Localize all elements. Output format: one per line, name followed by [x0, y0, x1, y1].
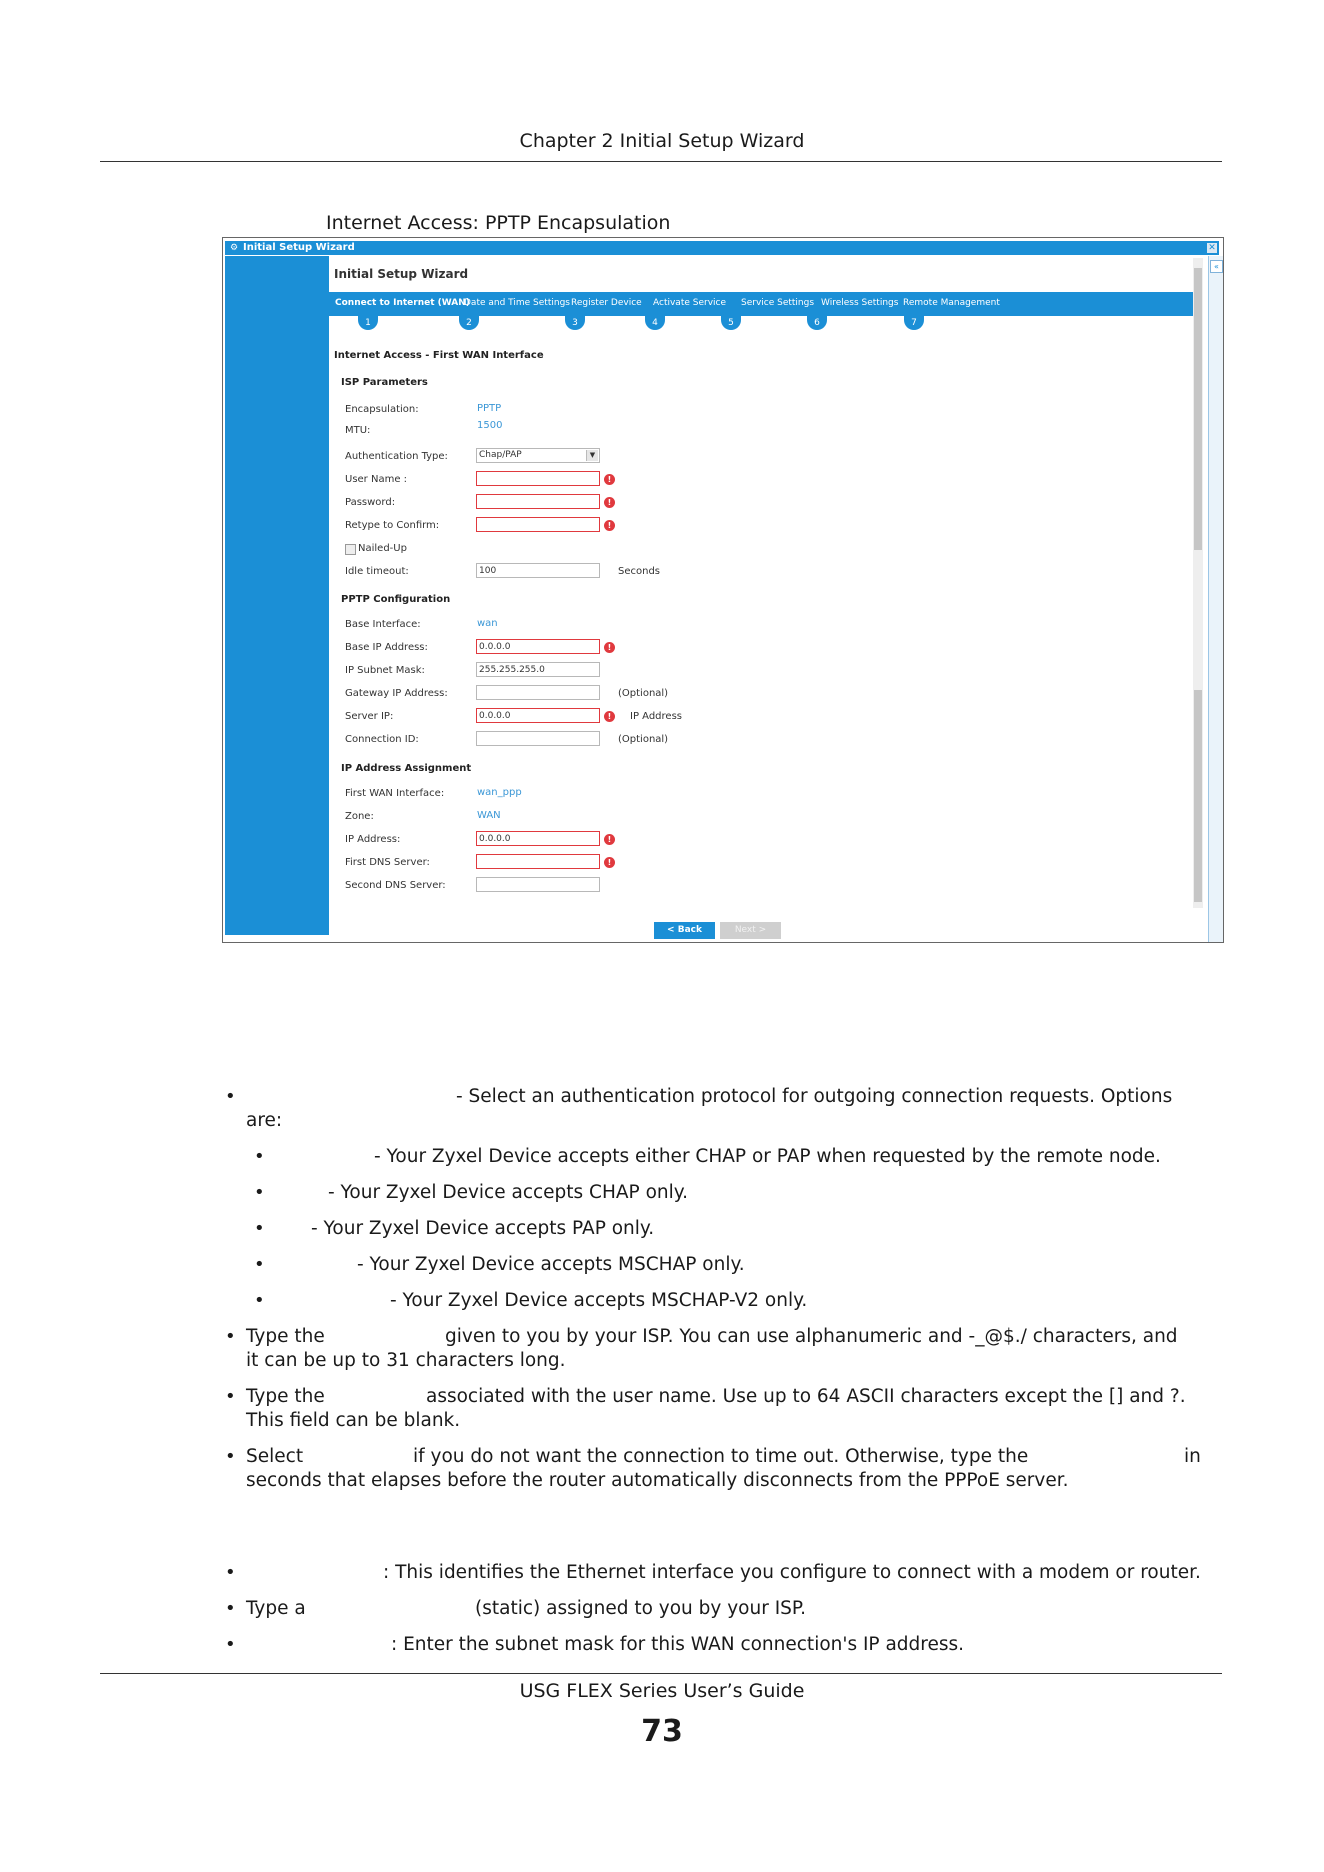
figure-caption: Internet Access: PPTP Encapsulation [326, 212, 671, 234]
option-mschap-desc: - Your Zyxel Device accepts MSCHAP only. [357, 1254, 745, 1275]
ip-address-input[interactable]: 0.0.0.0 [476, 831, 600, 846]
encapsulation-label: Encapsulation: [345, 404, 419, 415]
retype-input[interactable] [476, 517, 600, 532]
isp-parameters-title: ISP Parameters [341, 377, 428, 388]
ip-assignment-title: IP Address Assignment [341, 763, 472, 774]
step-5-number: 5 [721, 316, 741, 330]
step-4-label[interactable]: Activate Service [653, 298, 727, 308]
option-pap-desc: - Your Zyxel Device accepts PAP only. [311, 1218, 655, 1239]
chapter-header: Chapter 2 Initial Setup Wizard [519, 130, 805, 152]
left-sidebar [225, 256, 329, 935]
base-ip-input[interactable]: 0.0.0.0 [476, 639, 600, 654]
chevron-down-icon: ▼ [586, 450, 598, 461]
second-dns-label: Second DNS Server: [345, 880, 446, 891]
user-name-input[interactable] [476, 471, 600, 486]
server-ip-label: Server IP: [345, 711, 394, 722]
bullet: • [225, 1386, 236, 1407]
step-1-label[interactable]: Connect to Internet (WAN) [335, 298, 470, 308]
nailed-up-desc-a: Select [246, 1446, 304, 1467]
subnet-mask-desc: : Enter the subnet mask for this WAN connection's IP address. [391, 1634, 965, 1655]
base-interface-desc: : This identifies the Ethernet interface you configure to connect with a modem or router. [383, 1562, 1201, 1583]
mtu-label: MTU: [345, 425, 371, 436]
gateway-ip-label: Gateway IP Address: [345, 688, 448, 699]
auth-type-label: Authentication Type: [345, 451, 448, 462]
connection-id-input[interactable] [476, 731, 600, 746]
zone-value: WAN [477, 810, 501, 821]
back-button[interactable]: < Back [654, 922, 715, 939]
user-name-desc-a: Type the [246, 1326, 325, 1347]
user-name-label: User Name : [345, 474, 408, 485]
server-ip-input[interactable]: 0.0.0.0 [476, 708, 600, 723]
collapse-icon[interactable]: « [1210, 260, 1223, 273]
nailed-up-desc-b: if you do not want the connection to time out. Otherwise, type the [413, 1446, 1029, 1467]
auth-type-desc-cont: are: [246, 1110, 283, 1131]
nailed-up-desc-c: in [1184, 1446, 1201, 1467]
option-chap-pap-desc: - Your Zyxel Device accepts either CHAP or PAP when requested by the remote node. [374, 1146, 1161, 1167]
nailed-up-label: Nailed-Up [358, 543, 407, 554]
user-name-desc-b: given to you by your ISP. You can use alphanumeric and -_@$./ characters, and [445, 1326, 1178, 1347]
user-name-desc-c: it can be up to 31 characters long. [246, 1350, 566, 1371]
auth-type-select[interactable] [476, 448, 600, 463]
password-desc-a: Type the [246, 1386, 325, 1407]
connection-id-note: (Optional) [618, 734, 669, 745]
step-2-number: 2 [459, 316, 479, 330]
next-button[interactable]: Next > [720, 922, 781, 939]
nailed-up-checkbox[interactable] [345, 544, 356, 555]
first-dns-label: First DNS Server: [345, 857, 430, 868]
first-dns-input[interactable] [476, 854, 600, 869]
gateway-optional-note: (Optional) [618, 688, 669, 699]
step-bar [329, 292, 1193, 316]
step-4-number: 4 [645, 316, 665, 330]
password-desc-c: This field can be blank. [246, 1410, 461, 1431]
subnet-mask-label: IP Subnet Mask: [345, 665, 425, 676]
sub-bullet: • [254, 1254, 265, 1275]
base-interface-label: Base Interface: [345, 619, 421, 630]
auth-type-value: Chap/PAP [479, 450, 522, 460]
password-input[interactable] [476, 494, 600, 509]
required-icon: ! [604, 711, 615, 722]
option-chap-desc: - Your Zyxel Device accepts CHAP only. [328, 1182, 688, 1203]
bullet: • [225, 1634, 236, 1655]
sub-bullet: • [254, 1182, 265, 1203]
ip-address-label: IP Address: [345, 834, 401, 845]
footer-guide-title: USG FLEX Series User’s Guide [519, 1680, 805, 1702]
step-5-label[interactable]: Service Settings [741, 298, 815, 308]
zone-label: Zone: [345, 811, 374, 822]
option-mschap-v2-desc: - Your Zyxel Device accepts MSCHAP-V2 only. [390, 1290, 808, 1311]
required-icon: ! [604, 474, 615, 485]
bullet: • [225, 1598, 236, 1619]
wizard-icon: ⚙ [230, 243, 239, 253]
pptp-config-title: PPTP Configuration [341, 594, 451, 605]
bullet: • [225, 1326, 236, 1347]
first-wan-label: First WAN Interface: [345, 788, 445, 799]
step-1-number: 1 [358, 316, 378, 330]
bullet: • [225, 1446, 236, 1467]
required-icon: ! [604, 834, 615, 845]
section-title: Internet Access - First WAN Interface [334, 350, 544, 361]
footer-rule [100, 1673, 1222, 1674]
bullet: • [225, 1562, 236, 1583]
step-7-number: 7 [904, 316, 924, 330]
base-ip-label: Base IP Address: [345, 642, 428, 653]
right-panel-strip [1208, 256, 1223, 942]
sub-bullet: • [254, 1290, 265, 1311]
base-interface-value: wan [477, 618, 498, 629]
gateway-ip-input[interactable] [476, 685, 600, 700]
required-icon: ! [604, 497, 615, 508]
connection-id-label: Connection ID: [345, 734, 419, 745]
required-icon: ! [604, 642, 615, 653]
base-ip-desc-a: Type a [246, 1598, 306, 1619]
sub-bullet: • [254, 1146, 265, 1167]
second-dns-input[interactable] [476, 877, 600, 892]
header-rule [100, 161, 1222, 162]
first-wan-value: wan_ppp [477, 787, 522, 798]
step-2-label[interactable]: Date and Time Settings [464, 298, 570, 308]
sub-bullet: • [254, 1218, 265, 1239]
step-6-number: 6 [807, 316, 827, 330]
step-3-number: 3 [565, 316, 585, 330]
idle-timeout-label: Idle timeout: [345, 566, 409, 577]
auth-type-desc: - Select an authentication protocol for outgoing connection requests. Options [456, 1086, 1173, 1107]
idle-timeout-unit: Seconds [618, 566, 661, 577]
scrollbar-thumb-upper[interactable] [1194, 268, 1202, 550]
base-ip-desc-b: (static) assigned to you by your ISP. [475, 1598, 807, 1619]
retype-label: Retype to Confirm: [345, 520, 440, 531]
wizard-screenshot [222, 237, 1224, 943]
password-desc-b: associated with the user name. Use up to 64 ASCII characters except the [] and ?. [426, 1386, 1186, 1407]
step-3-label[interactable]: Register Device [571, 298, 642, 308]
scrollbar[interactable] [1193, 258, 1203, 908]
step-6-label[interactable]: Wireless Settings [821, 298, 899, 308]
step-7-label[interactable]: Remote Management [903, 298, 1000, 308]
nailed-up-desc-d: seconds that elapses before the router automatically disconnects from the PPPoE server. [246, 1470, 1069, 1491]
server-ip-note: IP Address [630, 711, 682, 722]
wizard-title: Initial Setup Wizard [334, 267, 469, 281]
scrollbar-thumb-lower[interactable] [1194, 690, 1202, 902]
window-titlebar [225, 241, 1219, 255]
encapsulation-value: PPTP [477, 403, 502, 414]
idle-timeout-input[interactable]: 100 [476, 563, 600, 578]
bullet: • [225, 1086, 236, 1107]
required-icon: ! [604, 520, 615, 531]
close-icon[interactable]: ✕ [1208, 243, 1216, 253]
window-title: Initial Setup Wizard [243, 242, 355, 253]
page-number: 73 [641, 1714, 683, 1749]
mtu-value: 1500 [477, 420, 503, 431]
required-icon: ! [604, 857, 615, 868]
password-label: Password: [345, 497, 396, 508]
subnet-mask-input[interactable]: 255.255.255.0 [476, 662, 600, 677]
